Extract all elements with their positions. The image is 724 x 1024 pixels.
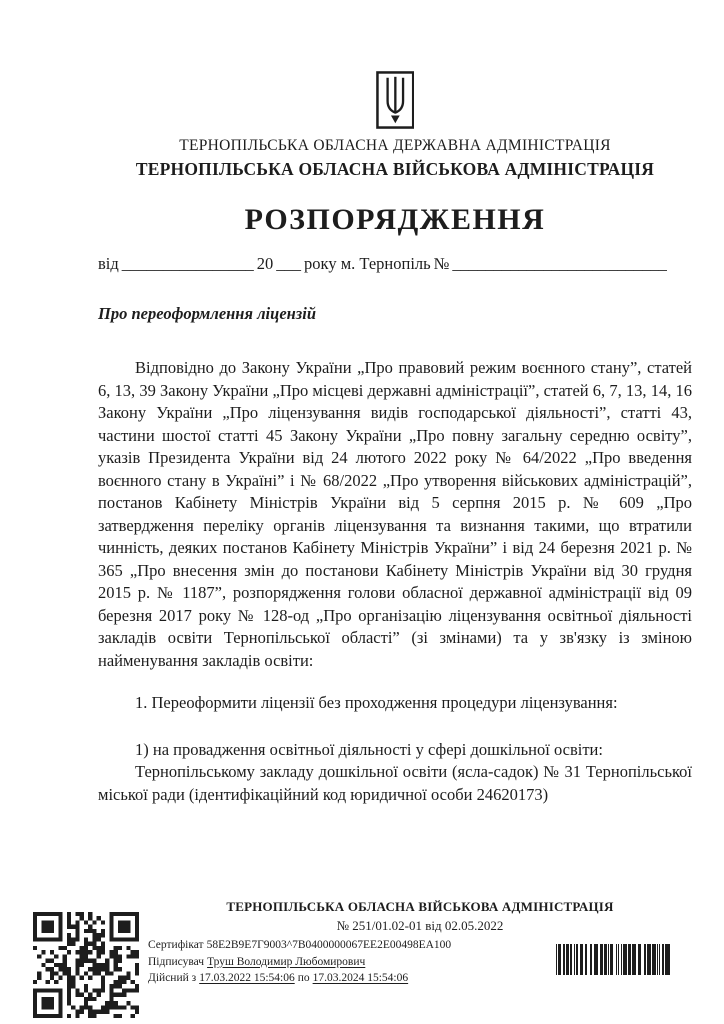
footer-org-name: ТЕРНОПІЛЬСЬКА ОБЛАСНА ВІЙСЬКОВА АДМІНІСТРАЦІЯ [226,899,614,914]
certificate-line [148,937,454,954]
certificate-label: Сертифікат [148,939,204,951]
date-line [98,254,692,274]
footer-doc-number: № 251/01.02-01 від 02.05.2022 [336,918,504,933]
year-prefix: 20 [256,254,274,273]
date-blank-1: ________________ [121,254,254,273]
certificate-block [148,937,454,987]
footer-stamp [160,899,680,934]
number-blank: __________________________ [452,254,667,273]
org-state-name: ТЕРНОПІЛЬСЬКА ОБЛАСНА ДЕРЖАВНА АДМІНІСТРАЦІЯ [179,137,611,154]
date-middle: року м. Тернопіль [304,254,431,273]
signer-line [148,954,454,971]
ukraine-trident-icon [98,71,692,130]
signer-label: Підписувач [148,955,205,968]
signer-name: Труш Володимир Любомирович [207,955,366,968]
valid-from: 17.03.2022 15:54:06 [199,972,295,984]
item-1: 1. Переоформити ліцензії без проходження процедури ліцензування: [135,693,618,712]
validity-line [148,970,454,987]
date-blank-2: ___ [276,254,302,273]
date-prefix: від [98,254,119,273]
document-content [98,0,692,806]
org-military-name: ТЕРНОПІЛЬСЬКА ОБЛАСНА ВІЙСЬКОВА АДМІНІСТРАЦІЯ [135,159,655,179]
validity-label: Дійсний з [148,972,197,984]
preamble-paragraph: Відповідно до Закону України „Про правовий режим воєнного стану”, статей 6, 13, 39 Закону України „Про місцеві державні адміністрації”, статей 6, 7, 13, 14, 16 Закону України „Про ліцензування видів господарської діяльності”, статті 43, частини шостої статті 45 Закону України „Про повну загальну середню освіту”, указів Президента України від 24 лютого 2022 року № 64/2022 „Про введення воєнного стану в Україні” і № 68/2022 „Про утворення військових адміністрацій”, постанов Кабінету Міністрів України від 5 серпня 2015 р. № 609 „Про затвердження переліку органів ліцензування та визнання такими, що втратили чинність, деяких постанов Кабінету Міністрів України” і від 24 березня 2021 р. № 365 „Про внесення змін до постанови Кабінету Міністрів України від 30 грудня 2015 р. № 1187”, розпорядження голови обласної державної адміністрації від 09 березня 2017 року № 128-од „Про організацію ліцензування освітньої діяльності закладів освіти Тернопільської області” (зі змінами) та у зв'язку із зміною найменування закладів освіти: [98,358,692,670]
valid-to: 17.03.2024 15:54:06 [312,972,409,984]
validity-to-label: по [297,972,310,984]
qr-code [32,912,140,1018]
subitem-1-heading: 1) на провадження освітньої діяльності у сфері дошкільної освіти: [135,739,603,759]
subitem-1-body: Тернопільському закладу дошкільної освіти (ясла-садок) № 31 Тернопільської міської ради (ідентифікаційний код юридичної особи 24620173) [98,762,692,804]
certificate-value: 58E2B9E7Г9003^7B0400000067EE2E00498EA100 [206,939,452,951]
subject-line: Про переоформлення ліцензій [98,304,317,323]
barcode [556,944,670,975]
document-title: РОЗПОРЯДЖЕННЯ [244,203,546,236]
number-sign: № [433,254,450,273]
